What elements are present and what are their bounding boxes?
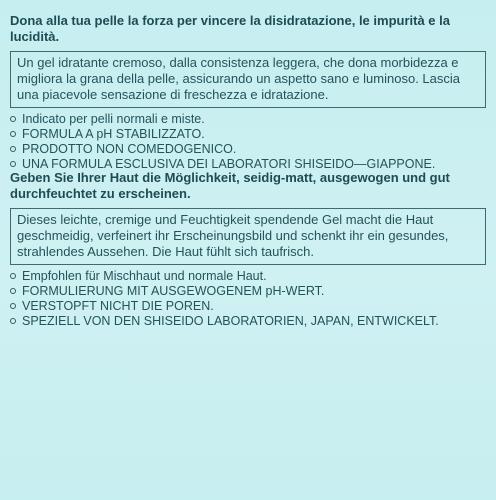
circle-bullet-icon (10, 116, 16, 122)
circle-bullet-icon (10, 318, 16, 324)
circle-bullet-icon (10, 288, 16, 294)
list-item-text: FORMULA A pH STABILIZZATO. (22, 127, 205, 141)
italian-description: Un gel idratante cremoso, dalla consistenza leggera, che dona morbidezza e migliora la grana della pelle, assicurando un aspetto sano e luminoso. Lascia una piacevole sensazione di freschezza e idratazione. (17, 55, 460, 102)
list-item (10, 269, 486, 284)
list-item (10, 314, 486, 329)
italian-bullet-list (10, 112, 486, 172)
list-item (10, 142, 486, 157)
list-item (10, 112, 486, 127)
german-heading: Geben Sie Ihrer Haut die Möglichkeit, seidig-matt, ausgewogen und gut durchfeuchtet zu erscheinen. (10, 170, 450, 201)
circle-bullet-icon (10, 161, 16, 167)
italian-section (10, 13, 486, 172)
circle-bullet-icon (10, 146, 16, 152)
list-item-text: FORMULIERUNG MIT AUSGEWOGENEM pH-WERT. (22, 284, 325, 298)
italian-heading: Dona alla tua pelle la forza per vincere la disidratazione, le impurità e la lucidità. (10, 13, 450, 44)
circle-bullet-icon (10, 273, 16, 279)
list-item-text: Indicato per pelli normali e miste. (22, 112, 205, 126)
list-item (10, 299, 486, 314)
german-section (10, 170, 486, 329)
list-item (10, 127, 486, 142)
german-description-box (10, 208, 486, 265)
list-item (10, 284, 486, 299)
circle-bullet-icon (10, 131, 16, 137)
list-item-text: PRODOTTO NON COMEDOGENICO. (22, 142, 237, 156)
german-description: Dieses leichte, cremige und Feuchtigkeit spendende Gel macht die Haut geschmeidig, verfeinert ihr Erscheinungsbild und schenkt ihr ein gesundes, strahlendes Aussehen. Die Haut fühlt sich taufrisch. (17, 212, 449, 259)
list-item-text: Empfohlen für Mischhaut und normale Haut. (22, 269, 267, 283)
circle-bullet-icon (10, 303, 16, 309)
list-item-text: SPEZIELL VON DEN SHISEIDO LABORATORIEN, JAPAN, ENTWICKELT. (22, 314, 439, 328)
list-item-text: VERSTOPFT NICHT DIE POREN. (22, 299, 214, 313)
german-bullet-list (10, 269, 486, 329)
italian-description-box (10, 51, 486, 108)
list-item-text: UNA FORMULA ESCLUSIVA DEI LABORATORI SHISEIDO—GIAPPONE. (22, 157, 436, 171)
